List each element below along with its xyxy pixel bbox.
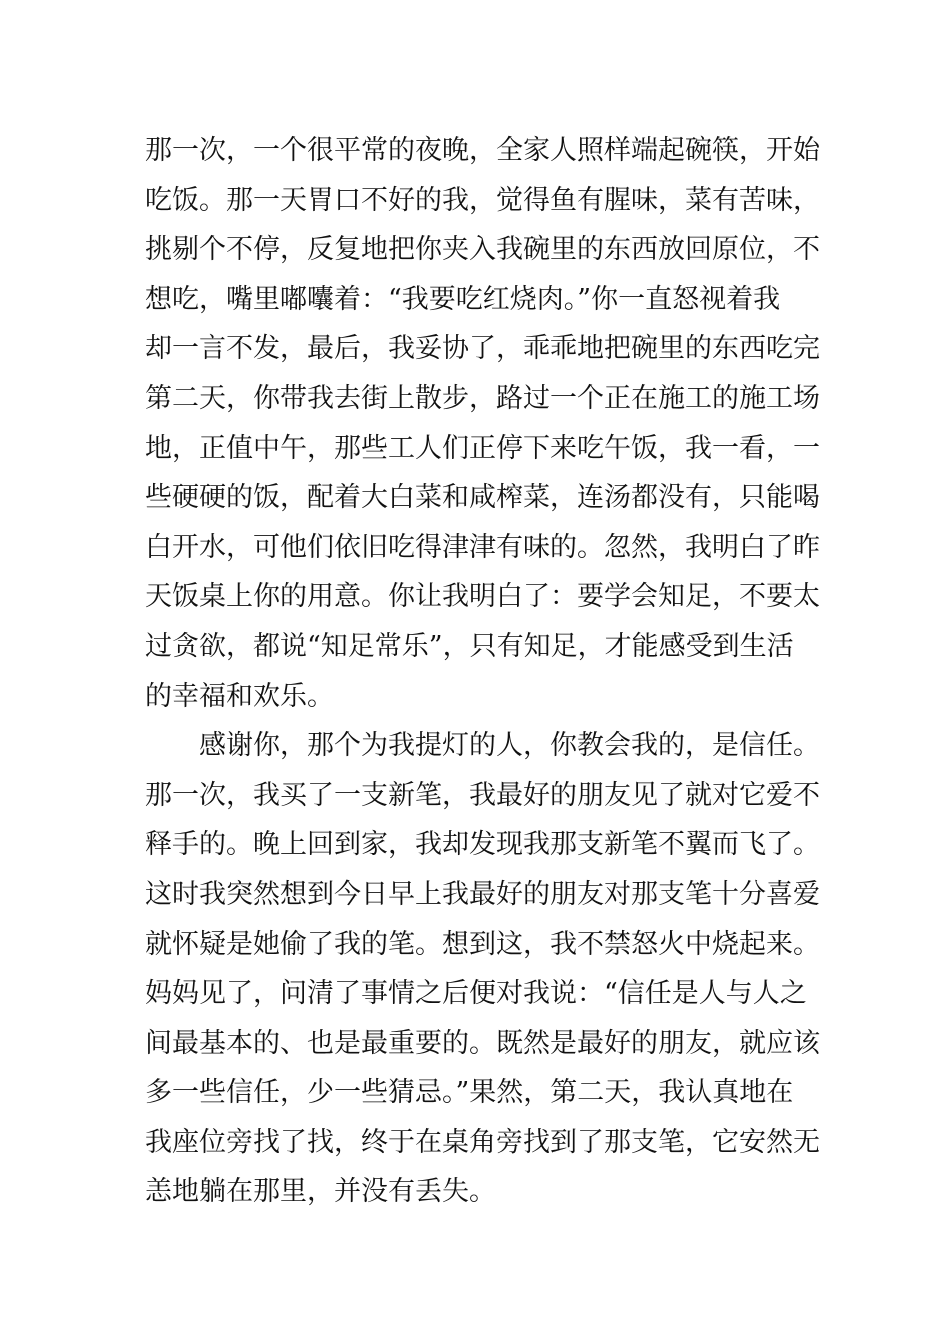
text-line: 就怀疑是她偷了我的笔。想到这，我不禁怒火中烧起来。	[145, 928, 820, 960]
text-line: 地，正值中午，那些工人们正停下来吃午饭，我一看，一	[145, 432, 820, 464]
text-line: 些硬硬的饭，配着大白菜和咸榨菜，连汤都没有，只能喝	[145, 482, 820, 514]
text-line: 吃饭。那一天胃口不好的我，觉得鱼有腥味，菜有苦味，	[145, 184, 820, 216]
document-body	[145, 126, 820, 1217]
text-line: 多一些信任，少一些猜忌。”果然，第二天，我认真地在	[145, 1077, 794, 1109]
text-line: 那一次，一个很平常的夜晚，全家人照样端起碗筷，开始	[145, 135, 820, 166]
text-line: 感谢你，那个为我提灯的人，你教会我的，是信任。	[199, 730, 820, 762]
text-line: 天饭桌上你的用意。你让我明白了：要学会知足，不要太	[145, 581, 820, 613]
paragraph	[145, 126, 820, 721]
text-line: 恙地躺在那里，并没有丢失。	[145, 1176, 496, 1208]
paragraph	[145, 721, 820, 1217]
text-line: 这时我突然想到今日早上我最好的朋友对那支笔十分喜爱	[145, 878, 820, 910]
text-line: 想吃，嘴里嘟囔着：“我要吃红烧肉。”你一直怒视着我	[145, 283, 781, 315]
text-line: 却一言不发，最后，我妥协了，乖乖地把碗里的东西吃完	[145, 333, 820, 365]
text-line: 间最基本的、也是最重要的。既然是最好的朋友，就应该	[145, 1027, 820, 1059]
text-line: 过贪欲，都说“知足常乐”，只有知足，才能感受到生活	[145, 630, 794, 662]
text-line: 挑剔个不停，反复地把你夹入我碗里的东西放回原位，不	[145, 234, 820, 266]
text-line: 那一次，我买了一支新笔，我最好的朋友见了就对它爱不	[145, 779, 820, 811]
text-line: 我座位旁找了找，终于在桌角旁找到了那支笔，它安然无	[145, 1126, 820, 1158]
text-line: 释手的。晚上回到家，我却发现我那支新笔不翼而飞了。	[145, 829, 820, 861]
text-line: 第二天，你带我去街上散步，路过一个正在施工的施工场	[145, 382, 820, 414]
text-line: 妈妈见了，问清了事情之后便对我说：“信任是人与人之	[145, 978, 807, 1010]
text-line: 白开水，可他们依旧吃得津津有味的。忽然，我明白了昨	[145, 531, 820, 563]
text-line: 的幸福和欢乐。	[145, 680, 334, 712]
